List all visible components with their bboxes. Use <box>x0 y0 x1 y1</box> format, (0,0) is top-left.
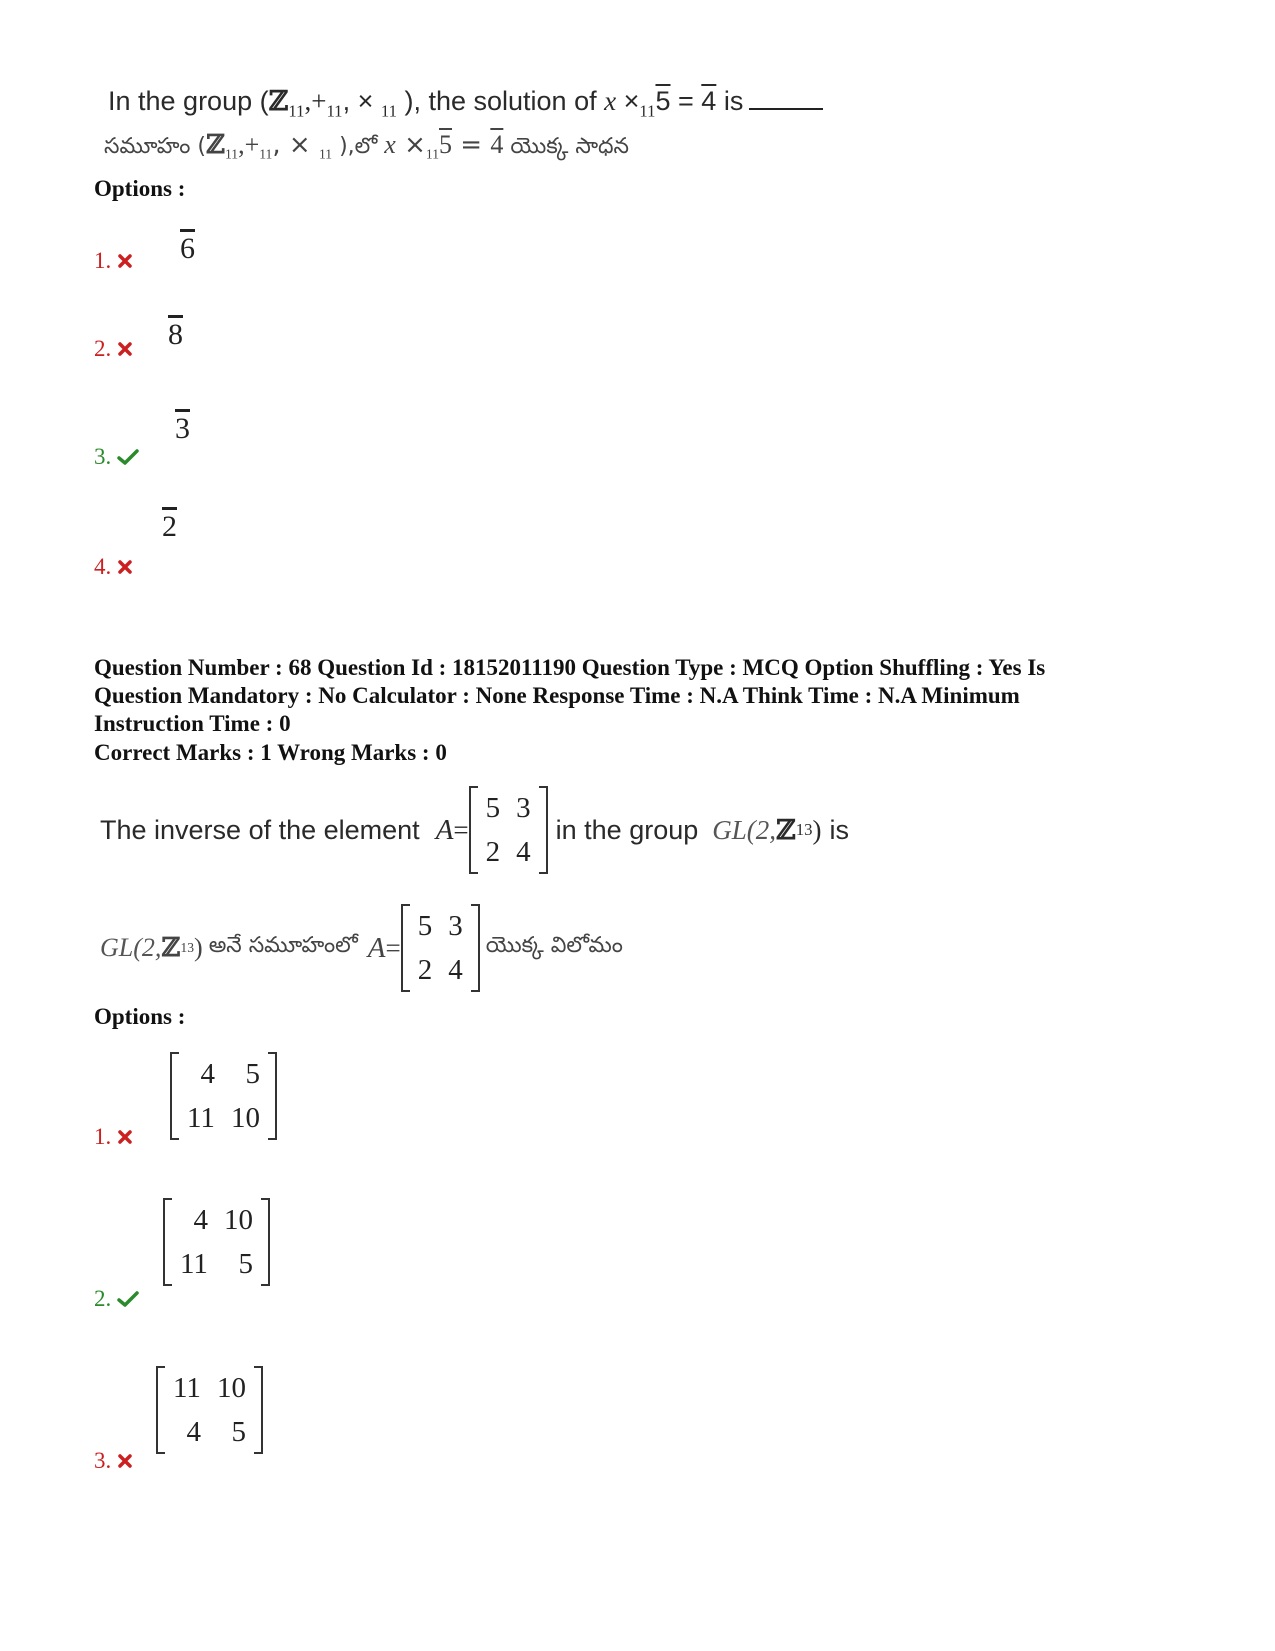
group-name: GL(2, <box>100 933 162 962</box>
matrix <box>170 1052 277 1140</box>
equals-sign: = <box>453 814 469 845</box>
option-number: 2. <box>94 1286 112 1311</box>
option-number: 3. <box>94 444 112 469</box>
metadata-line: Question Mandatory : No Calculator : None Response Time : N.A Think Time : N.A Minimum <box>94 683 1020 708</box>
subscript: 11 <box>259 146 273 162</box>
option-value: 6 <box>180 232 195 265</box>
matrix-cell: 11 <box>180 1248 208 1280</box>
matrix-cell: 4 <box>193 1204 208 1236</box>
class-five: 5 <box>655 86 671 116</box>
variable-x: x <box>604 86 617 116</box>
matrix-cell: 4 <box>448 954 463 986</box>
right-bracket <box>261 1198 270 1286</box>
matrix-cell: 2 <box>417 954 433 986</box>
subscript: 11 <box>639 101 656 121</box>
question-67-english <box>108 86 823 121</box>
matrix-table <box>410 904 471 992</box>
cross-icon <box>117 341 133 357</box>
matrix-A <box>469 786 548 874</box>
cross-icon <box>117 559 133 575</box>
option-3-q67[interactable] <box>94 444 139 470</box>
subscript: 11 <box>224 146 239 162</box>
option-2-matrix <box>163 1198 270 1286</box>
question-68-telugu <box>100 904 623 992</box>
answer-blank <box>749 108 823 110</box>
right-bracket <box>254 1366 263 1454</box>
matrix-cell: 5 <box>231 1416 246 1448</box>
option-1-q67[interactable] <box>94 248 133 274</box>
option-number: 1. <box>94 1124 112 1149</box>
times-operator: × <box>395 130 426 160</box>
left-bracket <box>170 1052 179 1140</box>
option-3-matrix <box>156 1366 263 1454</box>
integers-symbol: ℤ <box>268 86 289 117</box>
subscript: 11 <box>288 101 305 121</box>
option-1-q68[interactable] <box>94 1124 133 1150</box>
matrix-cell: 5 <box>485 792 501 824</box>
option-number: 4. <box>94 554 112 579</box>
matrix-cell: 5 <box>238 1248 253 1280</box>
matrix-name: A <box>435 813 454 846</box>
matrix-cell: 3 <box>516 792 531 824</box>
matrix-cell: 4 <box>186 1416 201 1448</box>
cross-icon <box>117 1453 133 1469</box>
matrix-table <box>179 1052 268 1140</box>
option-value: 3 <box>175 412 190 445</box>
matrix-cell: 4 <box>200 1058 215 1090</box>
q67-te-text: సమూహం ( <box>104 134 206 159</box>
matrix-cell: 5 <box>417 910 433 942</box>
matrix-cell: 4 <box>516 836 531 868</box>
matrix-cell: 2 <box>485 836 501 868</box>
matrix-cell: 3 <box>448 910 463 942</box>
class-five: 5 <box>439 130 453 159</box>
options-heading: Options : <box>94 1004 186 1029</box>
matrix <box>163 1198 270 1286</box>
option-3-q68[interactable] <box>94 1448 133 1474</box>
question-68-metadata <box>94 654 1194 738</box>
paren: ) <box>812 814 822 845</box>
option-2-q67[interactable] <box>94 336 133 362</box>
q68-te-text: యొక్క విలోమం <box>485 933 623 958</box>
class-four: 4 <box>701 86 717 116</box>
right-bracket <box>471 904 480 992</box>
matrix-cell: 10 <box>223 1204 253 1236</box>
right-bracket <box>268 1052 277 1140</box>
metadata-line: Instruction Time : 0 <box>94 711 291 736</box>
option-1-matrix <box>170 1052 277 1140</box>
matrix-cell: 5 <box>245 1058 260 1090</box>
matrix-cell: 10 <box>216 1372 246 1404</box>
left-bracket <box>469 786 478 874</box>
q67-en-text: In the group ( <box>108 86 269 116</box>
q68-en-text: is <box>829 814 849 845</box>
times-operator: × <box>616 86 640 116</box>
cross-icon <box>117 253 133 269</box>
marks-info: Correct Marks : 1 Wrong Marks : 0 <box>94 740 447 765</box>
right-bracket <box>539 786 548 874</box>
option-value: 8 <box>168 318 183 351</box>
plus-operator: ,+ <box>304 86 327 116</box>
option-value: 2 <box>162 510 177 543</box>
checkmark-icon <box>117 448 139 466</box>
integers-symbol: ℤ <box>161 933 181 963</box>
matrix-table <box>478 786 539 874</box>
times-operator: , × <box>342 86 381 116</box>
metadata-line: Question Number : 68 Question Id : 18152011190 Question Type : MCQ Option Shuffling : Yes Is <box>94 655 1046 680</box>
subscript: 13 <box>795 820 813 839</box>
group-name: GL(2, <box>712 814 777 845</box>
cross-icon <box>117 1129 133 1145</box>
left-bracket <box>401 904 410 992</box>
subscript: 11 <box>380 101 397 121</box>
question-67-telugu <box>104 130 629 164</box>
option-4-q67[interactable] <box>94 554 133 580</box>
option-number: 2. <box>94 336 112 361</box>
checkmark-icon <box>117 1290 139 1308</box>
q67-te-text: యొక్క సాధన <box>503 134 630 159</box>
q67-en-text: is <box>716 86 744 116</box>
option-number: 1. <box>94 248 112 273</box>
q68-te-text: అనే సమూహంలో <box>208 933 358 958</box>
option-number: 3. <box>94 1448 112 1473</box>
options-heading: Options : <box>94 176 186 201</box>
paren: ) <box>194 933 203 962</box>
class-four: 4 <box>490 130 504 159</box>
subscript: 11 <box>318 146 333 162</box>
subscript: 13 <box>180 940 195 955</box>
variable-x: x <box>384 130 396 159</box>
left-bracket <box>156 1366 165 1454</box>
matrix-A <box>401 904 480 992</box>
matrix-table <box>165 1366 254 1454</box>
subscript: 11 <box>425 146 440 162</box>
matrix-cell: 11 <box>187 1102 215 1134</box>
q68-en-text: The inverse of the element <box>100 814 420 845</box>
integers-symbol: ℤ <box>205 130 225 160</box>
matrix <box>156 1366 263 1454</box>
plus-operator: ,+ <box>238 130 260 159</box>
integers-symbol: ℤ <box>776 814 796 846</box>
times-operator: , × <box>272 130 319 160</box>
equals-sign: = <box>670 86 702 116</box>
left-bracket <box>163 1198 172 1286</box>
matrix-cell: 11 <box>173 1372 201 1404</box>
question-68-english <box>100 786 849 874</box>
matrix-name: A <box>367 931 386 964</box>
q67-te-text: ),లో <box>332 134 385 159</box>
matrix-table <box>172 1198 261 1286</box>
matrix-cell: 10 <box>230 1102 260 1134</box>
subscript: 11 <box>326 101 343 121</box>
q67-en-text: ), the solution of <box>396 86 605 116</box>
q68-en-text: in the group <box>555 814 699 845</box>
equals-sign: = <box>452 130 491 160</box>
equals-sign: = <box>385 932 401 963</box>
option-2-q68[interactable] <box>94 1286 139 1312</box>
